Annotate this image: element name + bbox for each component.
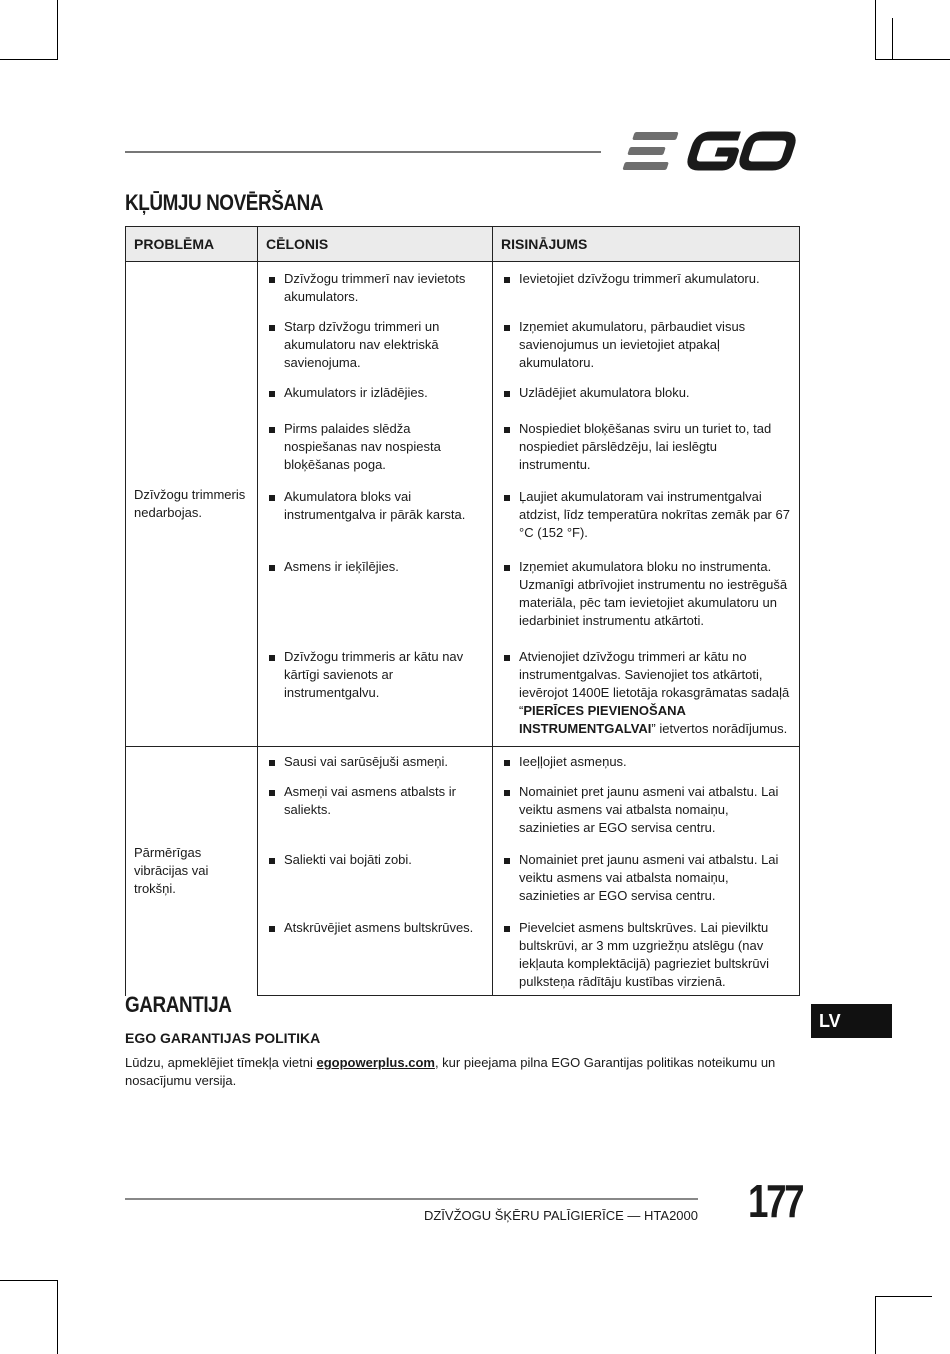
problem-cell: Dzīvžogu trimmeris nedarbojas. [126,262,258,747]
cause-cell: Akumulators ir izlādējies. [258,378,493,414]
crop-mark [875,1296,876,1354]
crop-mark [892,18,893,60]
header-solution: RISINĀJUMS [493,227,800,262]
cause-cell: Saliekti vai bojāti zobi. [258,845,493,913]
crop-mark [875,1296,932,1297]
troubleshooting-title: KĻŪMJU NOVĒRŠANA [125,190,324,215]
solution-cell: Uzlādējiet akumulatora bloku. [493,378,800,414]
cause-cell: Sausi vai sarūsējuši asmeņi. [258,747,493,778]
cause-cell: Asmeņi vai asmens atbalsts ir saliekts. [258,777,493,845]
table-row [126,262,800,313]
crop-mark [0,59,58,60]
solution-cell: Pievelciet asmens bultskrūves. Lai pievilktu bultskrūvi, ar 3 mm uzgriežņu atslēgu (nav iekļauta komplektācijā) pagrieziet bultskrūvi pulksteņa rādītāju kustības virzienā. [493,913,800,996]
ego-logo [616,128,800,174]
solution-cell: Ļaujiet akumulatoram vai instrumentgalvai atdzist, līdz temperatūra nokrītas zemāk par 67 °C (152 °F). [493,482,800,552]
header-rule [125,151,601,153]
crop-mark [57,1280,58,1354]
solution-cell: Nomainiet pret jaunu asmeni vai atbalstu. Lai veiktu asmens vai atbalsta nomaiņu, sazinieties ar EGO servisa centru. [493,777,800,845]
solution-cell: Nospiediet bloķēšanas sviru un turiet to, tad nospiediet pārslēdzēju, lai ieslēgtu instrumentu. [493,414,800,482]
solution-emphasis: PIERĪCES PIEVIENOŠANA INSTRUMENTGALVAI [519,703,686,736]
cause-cell: Starp dzīvžogu trimmeri un akumulatoru nav elektriskā savienojuma. [258,312,493,378]
solution-cell: Izņemiet akumulatora bloku no instrumenta. Uzmanīgi atbrīvojiet instrumentu no iestrēgušā materiāla, pēc tam ievietojiet akumulatoru un iedarbiniet instrumentu atkārtoti. [493,552,800,642]
cause-cell: Asmens ir ieķīlējies. [258,552,493,642]
solution-cell: Izņemiet akumulatoru, pārbaudiet visus savienojumus un ievietojiet atpakaļ akumulatoru. [493,312,800,378]
footer-rule [125,1198,698,1200]
footer-title: DZĪVŽOGU ŠĶĒRU PALĪGIERĪCE — HTA2000 [423,1208,698,1223]
website-link[interactable]: egopowerplus.com [316,1055,435,1070]
header-cause: CĒLONIS [258,227,493,262]
crop-mark [875,59,950,60]
cause-cell: Atskrūvējiet asmens bultskrūves. [258,913,493,996]
solution-cell: Nomainiet pret jaunu asmeni vai atbalstu. Lai veiktu asmens vai atbalsta nomaiņu, sazinieties ar EGO servisa centru. [493,845,800,913]
problem-cell: Pārmērīgas vibrācijas vai trokšņi. [126,747,258,996]
header-problem: PROBLĒMA [126,227,258,262]
language-tab: LV [811,1004,892,1038]
crop-mark [57,0,58,60]
table-row [126,747,800,778]
cause-cell: Dzīvžogu trimmeris ar kātu nav kārtīgi savienots ar instrumentgalvu. [258,642,493,747]
solution-cell: Ievietojiet dzīvžogu trimmerī akumulatoru. [493,262,800,313]
crop-mark [0,1280,58,1281]
page-number: 177 [748,1175,803,1227]
troubleshooting-table [125,226,800,996]
solution-cell: Ieeļļojiet asmeņus. [493,747,800,778]
warranty-title: GARANTIJA [125,992,232,1017]
cause-cell: Dzīvžogu trimmerī nav ievietots akumulators. [258,262,493,313]
warranty-subtitle: EGO GARANTIJAS POLITIKA [125,1030,321,1046]
warranty-text: Lūdzu, apmeklējiet tīmekļa vietni egopowerplus.com, kur pieejama pilna EGO Garantijas politikas noteikumu un nosacījumu versija. [125,1055,776,1088]
cause-cell: Pirms palaides slēdža nospiešanas nav nospiesta bloķēšanas poga. [258,414,493,482]
solution-cell: Atvienojiet dzīvžogu trimmeri ar kātu no instrumentgalvas. Savienojiet tos atkārtoti, ievērojot 1400E lietotāja rokasgrāmatas sadaļā “PIERĪCES PIEVIENOŠANA INSTRUMENTGALVAI” ietvertos norādījumus. [493,642,800,747]
cause-cell: Akumulatora bloks vai instrumentgalva ir pārāk karsta. [258,482,493,552]
table-header-row [126,227,800,262]
crop-mark [875,0,876,60]
